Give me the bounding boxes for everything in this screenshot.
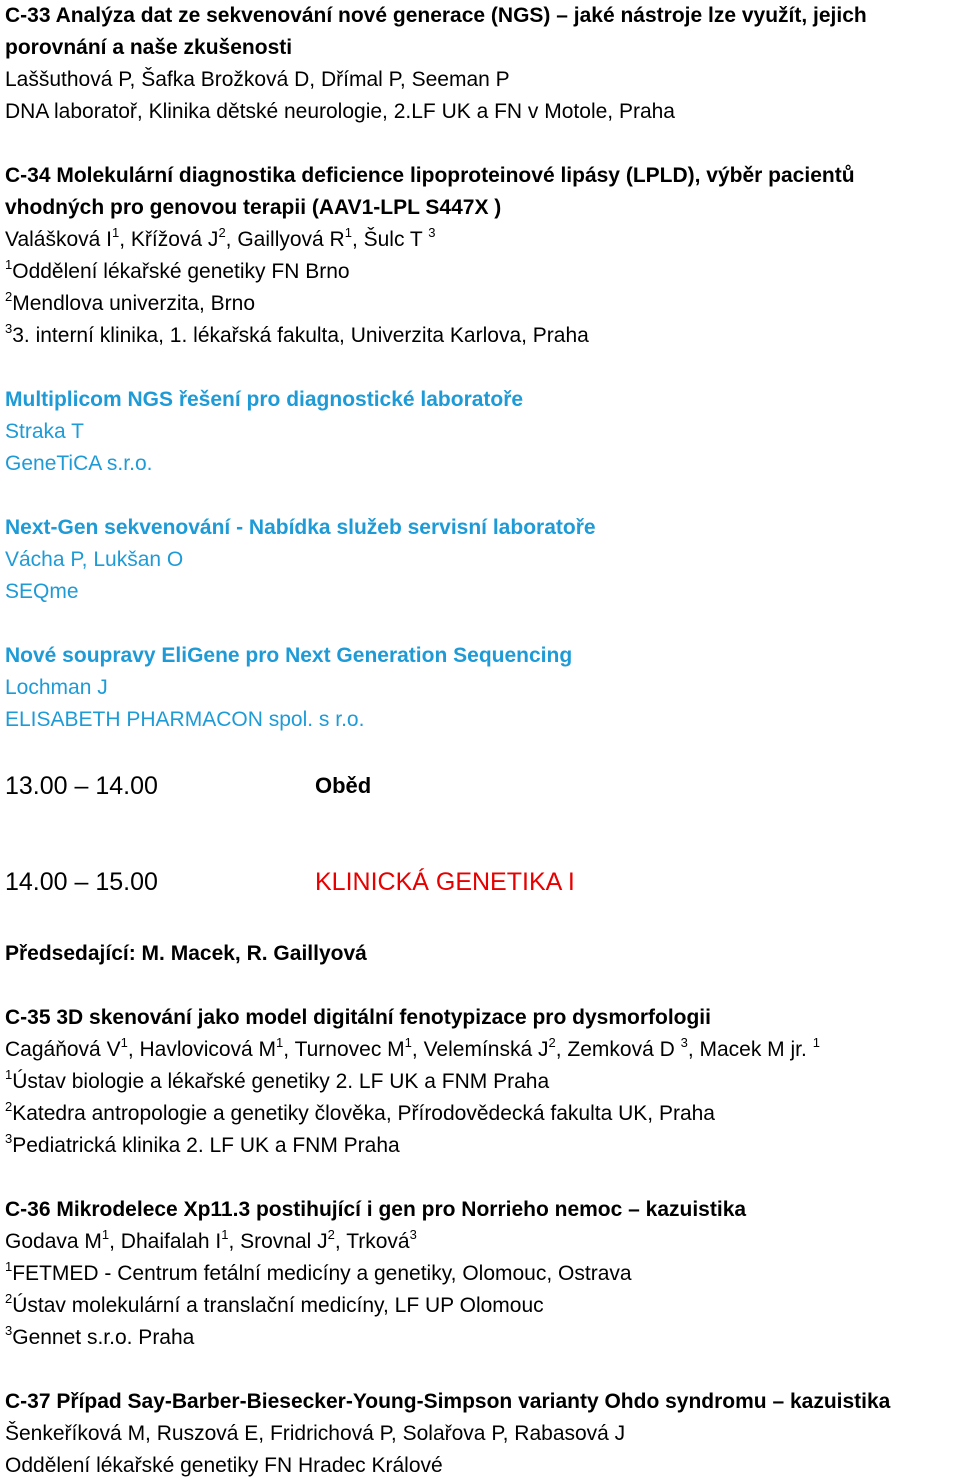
sponsor-talk-nextgen — [5, 512, 955, 608]
sponsor-authors: Vácha P, Lukšan O — [5, 548, 184, 571]
abstract-authors: Valášková $I^1$, Křížová $J^2$, Gaillyová $R^1$, Šulc T $^3$ — [5, 225, 436, 251]
sponsor-authors: Straka T — [5, 420, 84, 443]
sponsor-company: ELISABETH PHARMACON spol. s r.o. — [5, 708, 365, 731]
sponsor-company: SEQme — [5, 580, 79, 603]
abstract-affiliation: $^1$FETMED - Centrum fetální medicíny a genetiky, Olomouc, Ostrava — [5, 1259, 632, 1285]
abstract-affiliation: $^2$Ústav molekulární a translační medicíny, LF UP Olomouc — [5, 1291, 544, 1317]
abstract-affiliation: DNA laboratoř, Klinika dětské neurologie, 2.LF UK a FN v Motole, Praha — [5, 100, 675, 123]
abstract-c35 — [5, 1002, 955, 1162]
abstract-c34 — [5, 160, 955, 352]
sponsor-company: GeneTiCA s.r.o. — [5, 452, 153, 475]
sponsor-title: Next-Gen sekvenování - Nabídka služeb servisní laboratoře — [5, 516, 596, 539]
sponsor-title: Nové soupravy EliGene pro Next Generation Sequencing — [5, 644, 573, 667]
abstract-affiliation: $^2$Mendlova univerzita, Brno — [5, 289, 256, 315]
abstract-authors: Cagáňová $V^1$, Havlovicová $M^1$, Turnovec $M^1$, Velemínská $J^2$, Zemková D $^3$, Macek M jr. $^1$ — [5, 1035, 820, 1061]
abstract-c33 — [5, 0, 955, 128]
schedule-label: Oběd — [315, 773, 372, 798]
abstract-affiliation: $^3$Gennet s.r.o. Praha — [5, 1323, 195, 1349]
abstract-title: C-36 Mikrodelece Xp11.3 postihující i gen pro Norrieho nemoc – kazuistika — [5, 1198, 747, 1221]
abstract-affiliation: $^2$Katedra antropologie a genetiky člověka, Přírodovědecká fakulta UK, Praha — [5, 1099, 715, 1125]
session-chairs: Předsedající: M. Macek, R. Gaillyová — [5, 942, 367, 965]
schedule-row-session — [5, 866, 955, 898]
schedule-time: 13.00 – 14.00 — [5, 772, 158, 800]
abstract-authors: Šenkeříková M, Ruszová E, Fridrichová P, Solařova P, Rabasová J — [5, 1422, 626, 1445]
abstract-title: C-37 Případ Say-Barber-Biesecker-Young-Simpson varianty Ohdo syndromu – kazuistika — [5, 1390, 891, 1413]
abstract-authors: Laššuthová P, Šafka Brožková D, Dřímal P, Seeman P — [5, 68, 510, 91]
sponsor-authors: Lochman J — [5, 676, 108, 699]
abstract-c37 — [5, 1386, 955, 1482]
schedule-row-lunch — [5, 770, 955, 802]
sponsor-talk-multiplicom — [5, 384, 955, 480]
abstract-affiliation: $^1$Ústav biologie a lékařské genetiky 2. LF UK a FNM Praha — [5, 1067, 550, 1093]
session-title: KLINICKÁ GENETIKA I — [315, 868, 575, 896]
abstract-affiliation: $^1$Oddělení lékařské genetiky FN Brno — [5, 257, 350, 283]
abstract-affiliation: Oddělení lékařské genetiky FN Hradec Králové — [5, 1454, 443, 1477]
schedule-time: 14.00 – 15.00 — [5, 868, 158, 896]
sponsor-talk-eligene — [5, 640, 955, 736]
abstract-affiliation: $^3$Pediatrická klinika 2. LF UK a FNM Praha — [5, 1131, 400, 1157]
abstract-authors: Godava $M^1$, Dhaifalah $I^1$, Srovnal $J^2$, Trková$^3$ — [5, 1227, 417, 1253]
abstract-title: C-33 Analýza dat ze sekvenování nové generace (NGS) – jaké nástroje lze využít, jejich porovnání a naše zkušenosti — [5, 4, 867, 59]
abstract-title: C-34 Molekulární diagnostika deficience lipoproteinové lipásy (LPLD), výběr pacientů vhodných pro genovou terapii (AAV1-LPL S447X ) — [5, 164, 855, 219]
abstract-affiliation: $^3$3. interní klinika, 1. lékařská fakulta, Univerzita Karlova, Praha — [5, 321, 589, 347]
sponsor-title: Multiplicom NGS řešení pro diagnostické laboratoře — [5, 388, 524, 411]
abstract-c36 — [5, 1194, 955, 1354]
abstract-title: C-35 3D skenování jako model digitální fenotypizace pro dysmorfologii — [5, 1006, 711, 1029]
